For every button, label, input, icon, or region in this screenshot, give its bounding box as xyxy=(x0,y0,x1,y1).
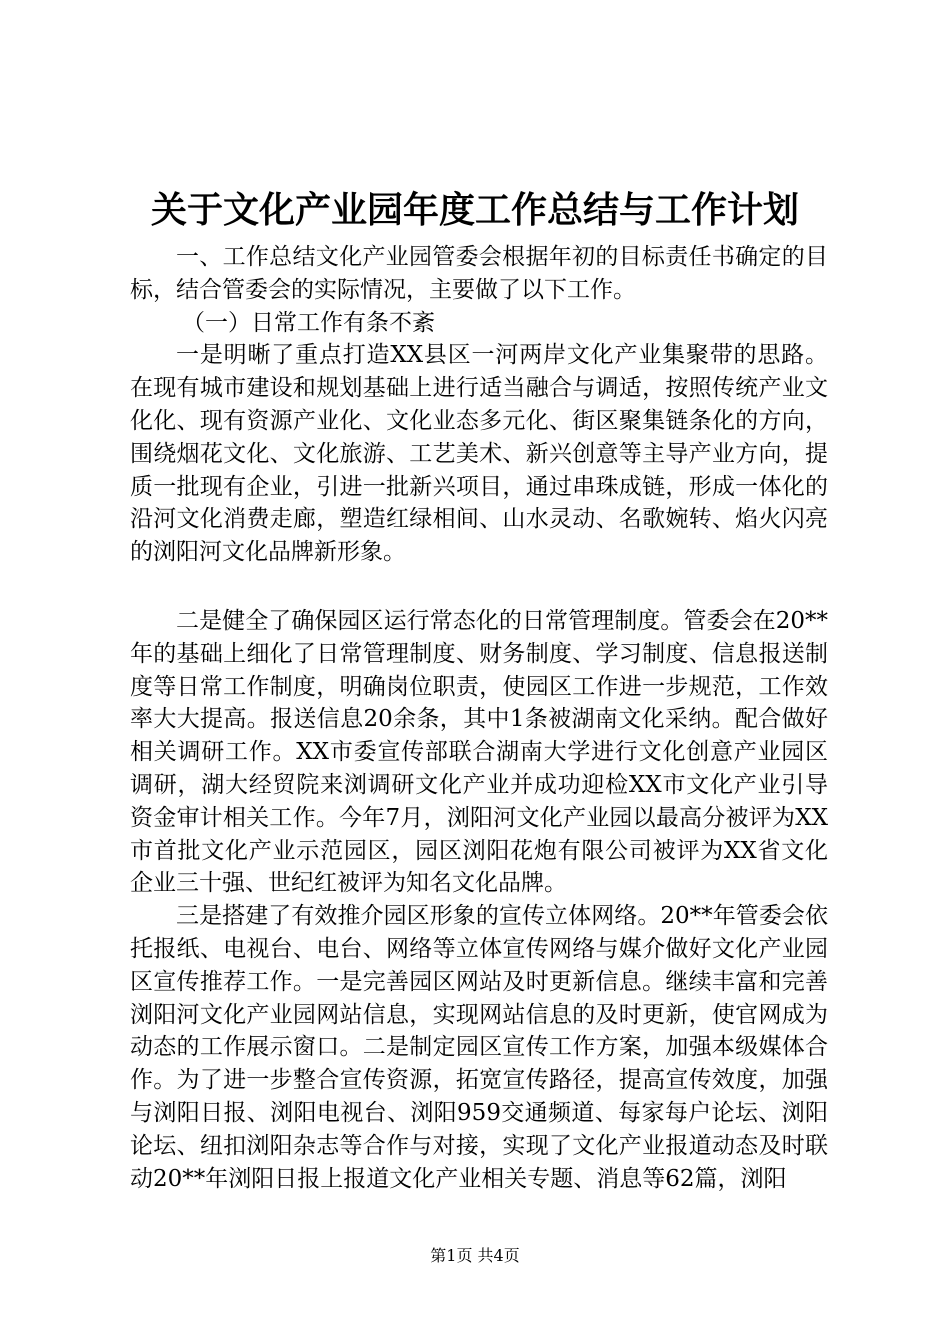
paragraph-item-3: 三是搭建了有效推介园区形象的宣传立体网络。20**年管委会依托报纸、电视台、电台、网络等立体宣传网络与媒介做好文化产业园区宣传推荐工作。一是完善园区网站及时更新信息。继续丰富和完善浏阳河文化产业园网站信息，实现网站信息的及时更新，使官网成为动态的工作展示窗口。二是制定园区宣传工作方案，加强本级媒体合作。为了进一步整合宣传资源，拓宽宣传路径，提高宣传效度，加强与浏阳日报、浏阳电视台、浏阳959交通频道、每家每户论坛、浏阳论坛、纽扣浏阳杂志等合作与对接，实现了文化产业报道动态及时联动20**年浏阳日报上报道文化产业相关专题、消息等62篇，浏阳 xyxy=(130,903,828,1192)
section-heading: （一）日常工作有条不紊 xyxy=(182,309,435,336)
paragraph-intro: 一、工作总结文化产业园管委会根据年初的目标责任书确定的目标，结合管委会的实际情况，主要做了以下工作。 xyxy=(130,244,828,303)
document-title: 关于文化产业园年度工作总结与工作计划 xyxy=(150,189,799,231)
paragraph-spacer xyxy=(130,569,828,605)
page-footer: 第1页 共4页 xyxy=(430,1246,520,1265)
document-body xyxy=(130,241,828,1195)
paragraph-item-2: 二是健全了确保园区运行常态化的日常管理制度。管委会在20**年的基础上细化了日常管理制度、财务制度、学习制度、信息报送制度等日常工作制度，明确岗位职责，使园区工作进一步规范，工作效率大大提高。报送信息20余条，其中1条被湖南文化采纳。配合做好相关调研工作。XX市委宣传部联合湖南大学进行文化创意产业园区调研，湖大经贸院来浏调研文化产业并成功迎检XX市文化产业引导资金审计相关工作。今年7月，浏阳河文化产业园以最高分被评为XX市首批文化产业示范园区，园区浏阳花炮有限公司被评为XX省文化企业三十强、世纪红被评为知名文化品牌。 xyxy=(130,607,828,897)
paragraph-item-1: 一是明晰了重点打造XX县区一河两岸文化产业集聚带的思路。在现有城市建设和规划基础上进行适当融合与调适，按照传统产业文化化、现有资源产业化、文化业态多元化、街区聚集链条化的方向，围绕烟花文化、文化旅游、工艺美术、新兴创意等主导产业方向，提质一批现有企业，引进一批新兴项目，通过串珠成链，形成一体化的沿河文化消费走廊，塑造红绿相间、山水灵动、名歌婉转、焰火闪亮的浏阳河文化品牌新形象。 xyxy=(130,342,828,566)
